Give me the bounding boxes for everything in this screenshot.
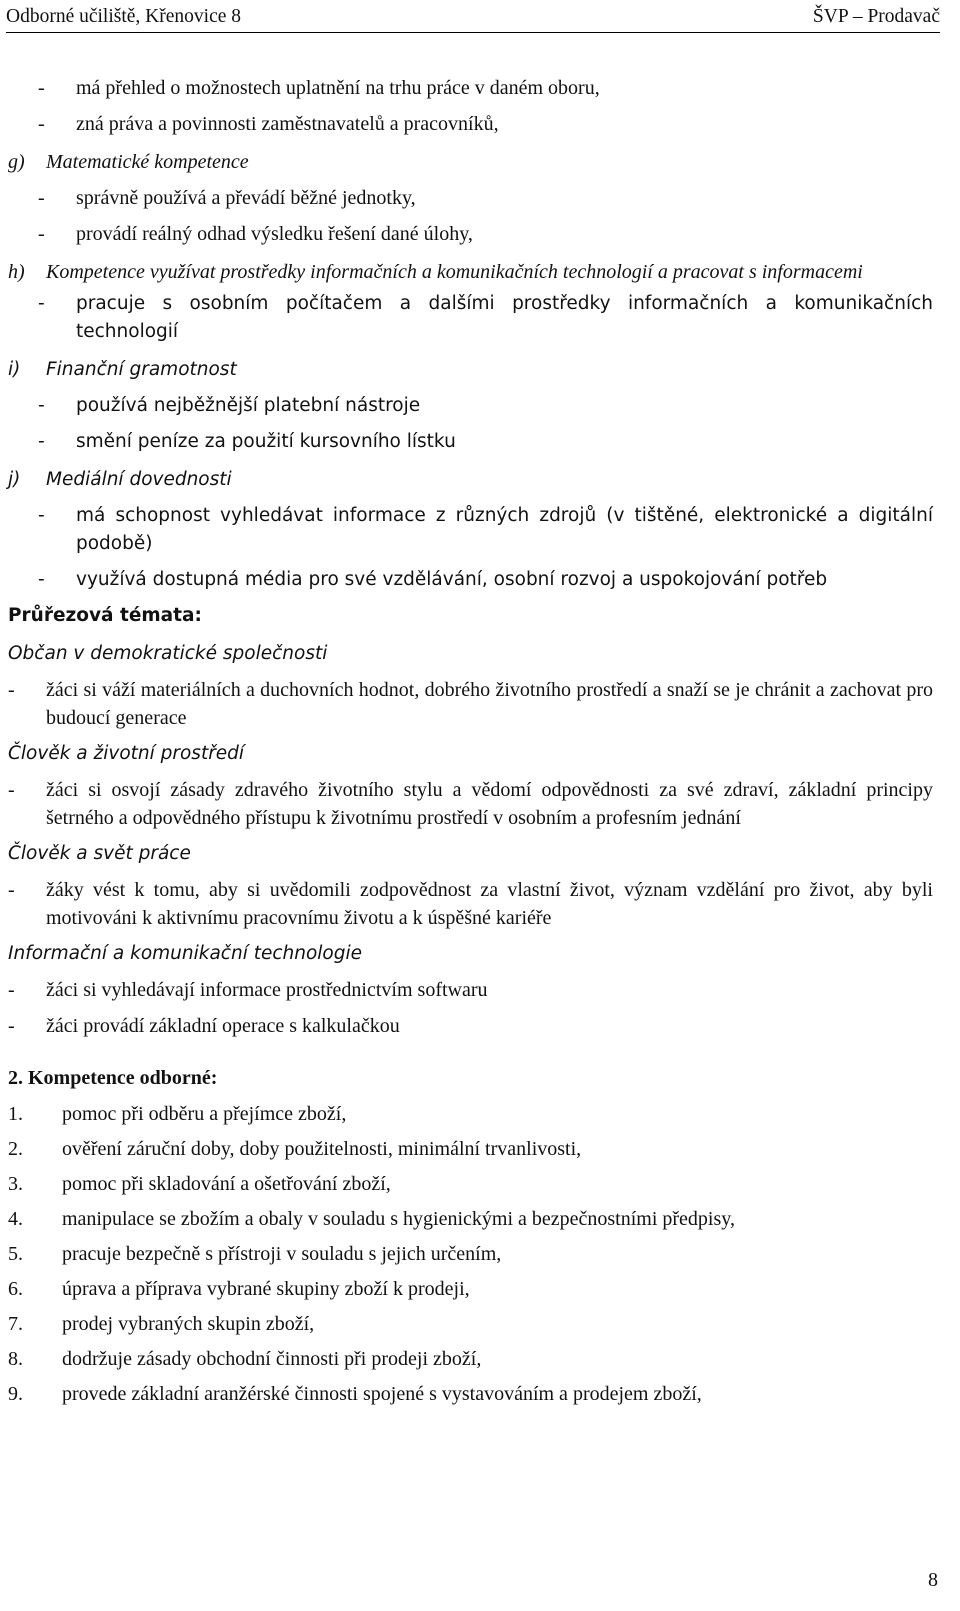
list-item: - zná práva a povinnosti zaměstnavatelů a pracovníků, (38, 110, 933, 138)
list-item: - má přehled o možnostech uplatnění na trhu práce v daném oboru, (38, 74, 933, 102)
professional-title: 2. Kompetence odborné: (8, 1067, 218, 1089)
list-item: - používá nejběžnější platební nástroje (38, 392, 933, 420)
item-text: ověření záruční doby, doby použitelnosti, minimální trvanlivosti, (62, 1138, 582, 1160)
dash-marker: - (38, 113, 45, 135)
dash-marker: - (38, 293, 45, 314)
item-number: 2. (8, 1138, 23, 1160)
section-i-heading: i) Finanční gramotnost (8, 359, 237, 380)
topic-heading: Občan v demokratické společnosti (8, 643, 328, 664)
numbered-item (8, 1310, 933, 1338)
dash-marker: - (8, 879, 15, 901)
list-item: - provádí reálný odhad výsledku řešení dané úlohy, (38, 220, 933, 248)
numbered-item (8, 1135, 933, 1163)
item-number: 9. (8, 1383, 23, 1405)
numbered-item (8, 1205, 933, 1233)
item-number: 8. (8, 1348, 23, 1370)
header-school-name: Odborné učiliště, Křenovice 8 (6, 6, 242, 27)
dash-marker: - (38, 505, 45, 526)
section-g-heading: g) Matematické kompetence (8, 151, 249, 173)
crosscutting-title: Průřezová témata: (8, 605, 202, 626)
header-program-name: ŠVP – Prodavač (812, 6, 940, 27)
item-number: 1. (8, 1103, 23, 1125)
topic-heading: Informační a komunikační technologie (8, 943, 363, 964)
page-header (6, 2, 940, 33)
item-text: manipulace se zbožím a obaly v souladu s hygienickými a bezpečnostními předpisy, (62, 1208, 735, 1230)
dash-marker: - (8, 1015, 15, 1037)
item-number: 6. (8, 1278, 23, 1300)
numbered-item (8, 1240, 933, 1268)
list-item: - využívá dostupná média pro své vzdělávání, osobní rozvoj a uspokojování potřeb (38, 566, 933, 594)
page-number: 8 (928, 1569, 938, 1591)
topic-heading: Člověk a životní prostředí (8, 743, 245, 764)
dash-marker: - (38, 223, 45, 245)
item-text: pomoc při skladování a ošetřování zboží, (62, 1173, 391, 1195)
dash-marker: - (38, 187, 45, 209)
numbered-item (8, 1345, 933, 1373)
list-item: - smění peníze za použití kursovního lístku (38, 428, 933, 456)
numbered-item (8, 1275, 933, 1303)
list-item: - žáky vést k tomu, aby si uvědomili zodpovědnost za vlastní život, význam vzdělání pro život, aby byli motivováni k aktivnímu pracovnímu životu a k úspěšné kariéře (8, 876, 933, 932)
item-text: pracuje bezpečně s přístroji v souladu s jejich určením, (62, 1243, 502, 1265)
item-number: 3. (8, 1173, 23, 1195)
dash-marker: - (38, 77, 45, 99)
dash-marker: - (8, 779, 15, 801)
numbered-item (8, 1100, 933, 1128)
dash-marker: - (38, 431, 45, 452)
item-number: 4. (8, 1208, 23, 1230)
item-number: 7. (8, 1313, 23, 1335)
section-j-heading: j) Mediální dovednosti (8, 469, 232, 490)
dash-marker: - (8, 679, 15, 701)
list-item: - žáci provádí základní operace s kalkulačkou (8, 1012, 933, 1040)
page-content (8, 74, 933, 1415)
item-text: dodržuje zásady obchodní činnosti při prodeji zboží, (62, 1348, 482, 1370)
professional-list (8, 1100, 933, 1408)
item-text: pomoc při odběru a přejímce zboží, (62, 1103, 347, 1125)
list-item: - žáci si vyhledávají informace prostřednictvím softwaru (8, 976, 933, 1004)
list-item: - správně používá a převádí běžné jednotky, (38, 184, 933, 212)
dash-marker: - (38, 395, 45, 416)
list-item: - má schopnost vyhledávat informace z různých zdrojů (v tištěné, elektronické a digitální podobě) (38, 502, 933, 558)
topic-heading: Člověk a svět práce (8, 843, 191, 864)
section-h-heading: h) Kompetence využívat prostředky informačních a komunikačních technologií a pracovat s informacemi (8, 261, 863, 283)
list-item: - pracuje s osobním počítačem a dalšími prostředky informačních a komunikačních technologií (38, 290, 933, 346)
item-number: 5. (8, 1243, 23, 1265)
list-item: - žáci si osvojí zásady zdravého životního stylu a vědomí odpovědnosti za své zdraví, základní principy šetrného a odpovědného přístupu k životnímu prostředí v osobním a profesním jednání (8, 776, 933, 832)
item-text: úprava a příprava vybrané skupiny zboží k prodeji, (62, 1278, 470, 1300)
numbered-item (8, 1380, 933, 1408)
dash-marker: - (8, 979, 15, 1001)
item-text: provede základní aranžérské činnosti spojené s vystavováním a prodejem zboží, (62, 1383, 702, 1405)
numbered-item (8, 1170, 933, 1198)
dash-marker: - (38, 569, 45, 590)
item-text: prodej vybraných skupin zboží, (62, 1313, 315, 1335)
list-item: - žáci si váží materiálních a duchovních hodnot, dobrého životního prostředí a snaží se je chránit a zachovat pro budoucí generace (8, 676, 933, 732)
